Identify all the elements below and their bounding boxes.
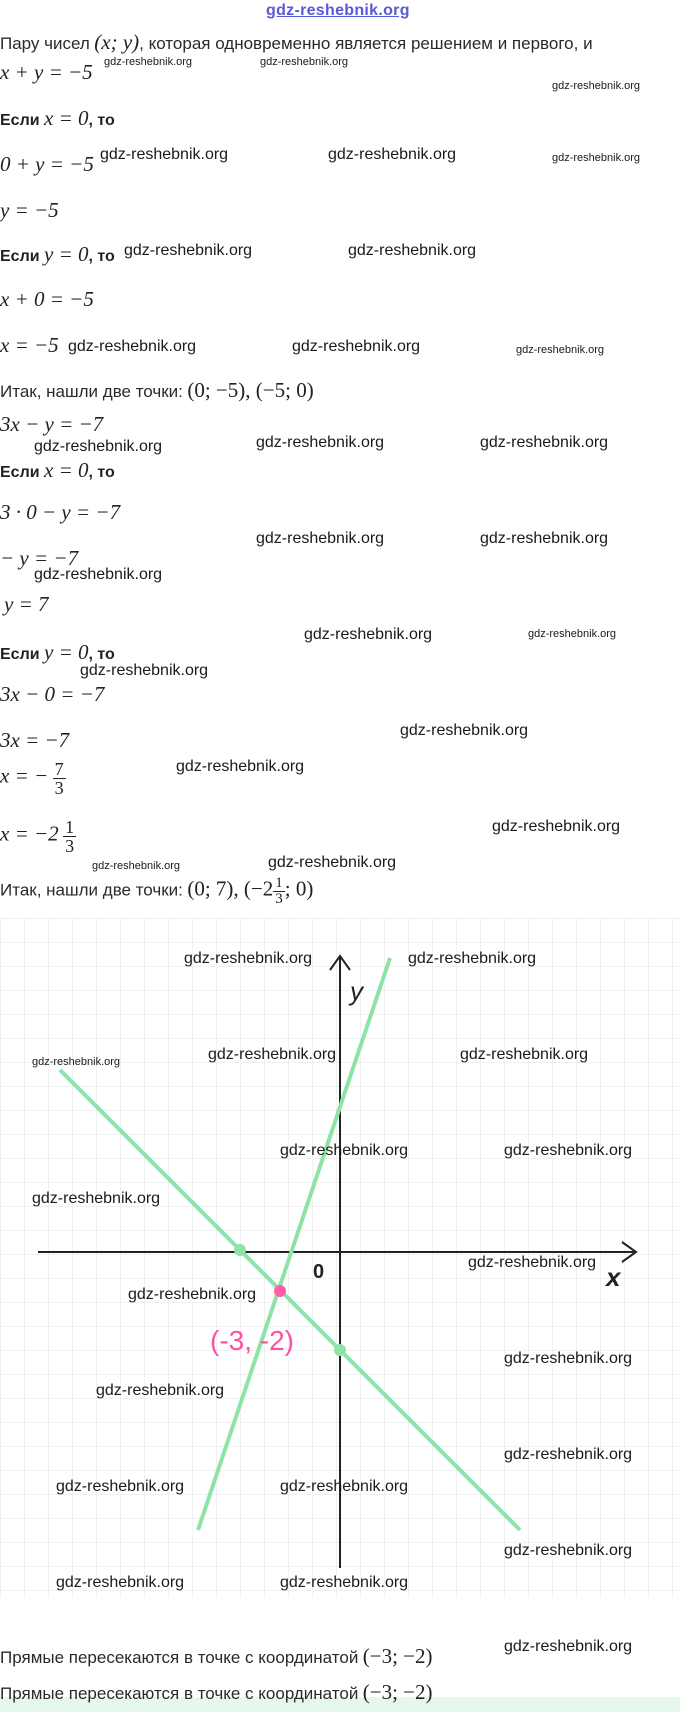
eq2-summary-b: ; 0) xyxy=(284,876,314,901)
eq2-frac-num: 7 xyxy=(54,759,64,779)
eq2-if-cond: x = 0 xyxy=(44,458,89,482)
watermark: gdz-reshebnik.org xyxy=(256,434,385,451)
watermark: gdz-reshebnik.org xyxy=(128,1286,257,1303)
watermark: gdz-reshebnik.org xyxy=(68,338,197,355)
watermark: gdz-reshebnik.org xyxy=(528,628,617,640)
watermark: gdz-reshebnik.org xyxy=(492,818,621,835)
point-intercept-neg-x xyxy=(234,1244,246,1256)
eq2-summary-text: Итак, нашли две точки: xyxy=(0,880,183,900)
eq2-fraction-result xyxy=(0,760,66,797)
watermark: gdz-reshebnik.org xyxy=(400,722,529,739)
watermark: gdz-reshebnik.org xyxy=(408,950,537,967)
eq2-frac-den: 3 xyxy=(54,778,64,798)
watermark: gdz-reshebnik.org xyxy=(176,758,305,775)
watermark: gdz-reshebnik.org xyxy=(34,566,163,583)
eq1-if2-cond: y = 0 xyxy=(44,242,89,266)
intersection-label: (-3, -2) xyxy=(210,1325,294,1356)
watermark: gdz-reshebnik.org xyxy=(504,1446,633,1463)
eq1-if-cond: x = 0 xyxy=(44,106,89,130)
eq1-result-b: x = −5 xyxy=(0,333,59,357)
eq2-mixed-den: 3 xyxy=(65,836,75,856)
watermark: gdz-reshebnik.org xyxy=(32,1190,161,1207)
watermark: gdz-reshebnik.org xyxy=(256,530,385,547)
watermark: gdz-reshebnik.org xyxy=(516,344,605,356)
conclusion xyxy=(0,1644,433,1669)
eq2-mixed-result xyxy=(0,818,76,855)
eq1-step-a: 0 + y = −5 xyxy=(0,152,94,176)
watermark: gdz-reshebnik.org xyxy=(504,1638,633,1655)
eq2-frac-prefix: x = − xyxy=(0,763,49,788)
eq2-mixed-num: 1 xyxy=(65,817,75,837)
point-intercept-neg-y xyxy=(334,1344,346,1356)
eq2-summary-num: 1 xyxy=(275,875,283,891)
x-axis-label: x xyxy=(606,1262,621,1292)
watermark: gdz-reshebnik.org xyxy=(268,854,397,871)
intro-text: Пару чисел xyxy=(0,34,90,53)
watermark: gdz-reshebnik.org xyxy=(104,56,193,68)
watermark: gdz-reshebnik.org xyxy=(32,1056,121,1068)
watermark: gdz-reshebnik.org xyxy=(480,530,609,547)
watermark: gdz-reshebnik.org xyxy=(260,56,349,68)
watermark: gdz-reshebnik.org xyxy=(504,1142,633,1159)
watermark: gdz-reshebnik.org xyxy=(56,1478,185,1495)
eq2-step-d: 3x = −7 xyxy=(0,728,70,752)
eq2-if2-cond: y = 0 xyxy=(44,640,89,664)
watermark: gdz-reshebnik.org xyxy=(34,438,163,455)
watermark: gdz-reshebnik.org xyxy=(504,1350,633,1367)
eq2-mixed-prefix: x = −2 xyxy=(0,821,59,846)
eq2-if-suffix: , то xyxy=(88,464,115,481)
watermark: gdz-reshebnik.org xyxy=(80,662,209,679)
conclusion-repeat xyxy=(0,1680,433,1705)
watermark: gdz-reshebnik.org xyxy=(348,242,477,259)
intro-line xyxy=(0,30,593,55)
eq2-step-a: 3 · 0 − y = −7 xyxy=(0,500,121,524)
eq2-fraction xyxy=(53,760,66,797)
eq1-summary-text: Итак, нашли две точки: xyxy=(0,382,183,401)
watermark: gdz-reshebnik.org xyxy=(552,152,641,164)
watermark: gdz-reshebnik.org xyxy=(304,626,433,643)
eq2-if2-suffix: , то xyxy=(88,646,115,663)
watermark: gdz-reshebnik.org xyxy=(280,1574,409,1591)
eq1-summary-points: (0; −5), (−5; 0) xyxy=(187,378,314,402)
eq2-summary-fraction xyxy=(273,876,285,907)
intersection-point xyxy=(274,1285,286,1297)
conclusion-point: (−3; −2) xyxy=(362,1644,433,1668)
watermark: gdz-reshebnik.org xyxy=(208,1046,337,1063)
watermark: gdz-reshebnik.org xyxy=(292,338,421,355)
watermark: gdz-reshebnik.org xyxy=(480,434,609,451)
eq2-if-label: Если xyxy=(0,464,40,481)
eq2-summary-den: 3 xyxy=(275,891,283,907)
eq1-if-suffix: , то xyxy=(88,112,115,129)
watermark: gdz-reshebnik.org xyxy=(100,146,229,163)
conclusion-repeat-text: Прямые пересекаются в точке с координатой xyxy=(0,1684,359,1703)
eq1-if2-suffix: , то xyxy=(88,248,115,265)
eq1-if-x0 xyxy=(0,106,115,131)
watermark: gdz-reshebnik.org xyxy=(552,80,641,92)
equation-2: 3x − y = −7 xyxy=(0,412,104,436)
eq2-step-c: 3x − 0 = −7 xyxy=(0,682,105,706)
eq2-mixed-fraction xyxy=(63,818,76,855)
eq1-if-label: Если xyxy=(0,112,40,129)
watermark: gdz-reshebnik.org xyxy=(96,1382,225,1399)
y-axis-label: y xyxy=(350,976,363,1006)
origin-label: 0 xyxy=(313,1261,325,1283)
watermark: gdz-reshebnik.org xyxy=(280,1142,409,1159)
site-watermark-header: gdz-reshebnik.org xyxy=(266,2,410,19)
eq1-step-b: x + 0 = −5 xyxy=(0,287,94,311)
conclusion-repeat-point: (−3; −2) xyxy=(362,1680,433,1704)
eq2-if-x0 xyxy=(0,458,115,483)
watermark: gdz-reshebnik.org xyxy=(92,860,181,872)
equation-1: x + y = −5 xyxy=(0,60,93,84)
watermark: gdz-reshebnik.org xyxy=(280,1478,409,1495)
conclusion-text: Прямые пересекаются в точке с координатой xyxy=(0,1648,359,1667)
eq2-summary xyxy=(0,876,313,907)
eq1-summary xyxy=(0,378,314,403)
eq2-if2-label: Если xyxy=(0,646,40,663)
watermark: gdz-reshebnik.org xyxy=(56,1574,185,1591)
intro-rest: , которая одновременно является решением и первого, и xyxy=(139,34,593,53)
watermark: gdz-reshebnik.org xyxy=(460,1046,589,1063)
eq1-if-y0 xyxy=(0,242,115,267)
watermark: gdz-reshebnik.org xyxy=(184,950,313,967)
eq1-result-a: y = −5 xyxy=(0,198,59,222)
eq1-if2-label: Если xyxy=(0,248,40,265)
watermark: gdz-reshebnik.org xyxy=(504,1542,633,1559)
watermark: gdz-reshebnik.org xyxy=(328,146,457,163)
eq2-summary-a: (0; 7), (−2 xyxy=(187,876,274,901)
watermark: gdz-reshebnik.org xyxy=(468,1254,597,1271)
watermark: gdz-reshebnik.org xyxy=(124,242,253,259)
intro-pair: (x; y) xyxy=(94,30,140,54)
eq2-result-a: y = 7 xyxy=(4,592,49,616)
eq2-step-b: − y = −7 xyxy=(0,546,79,570)
